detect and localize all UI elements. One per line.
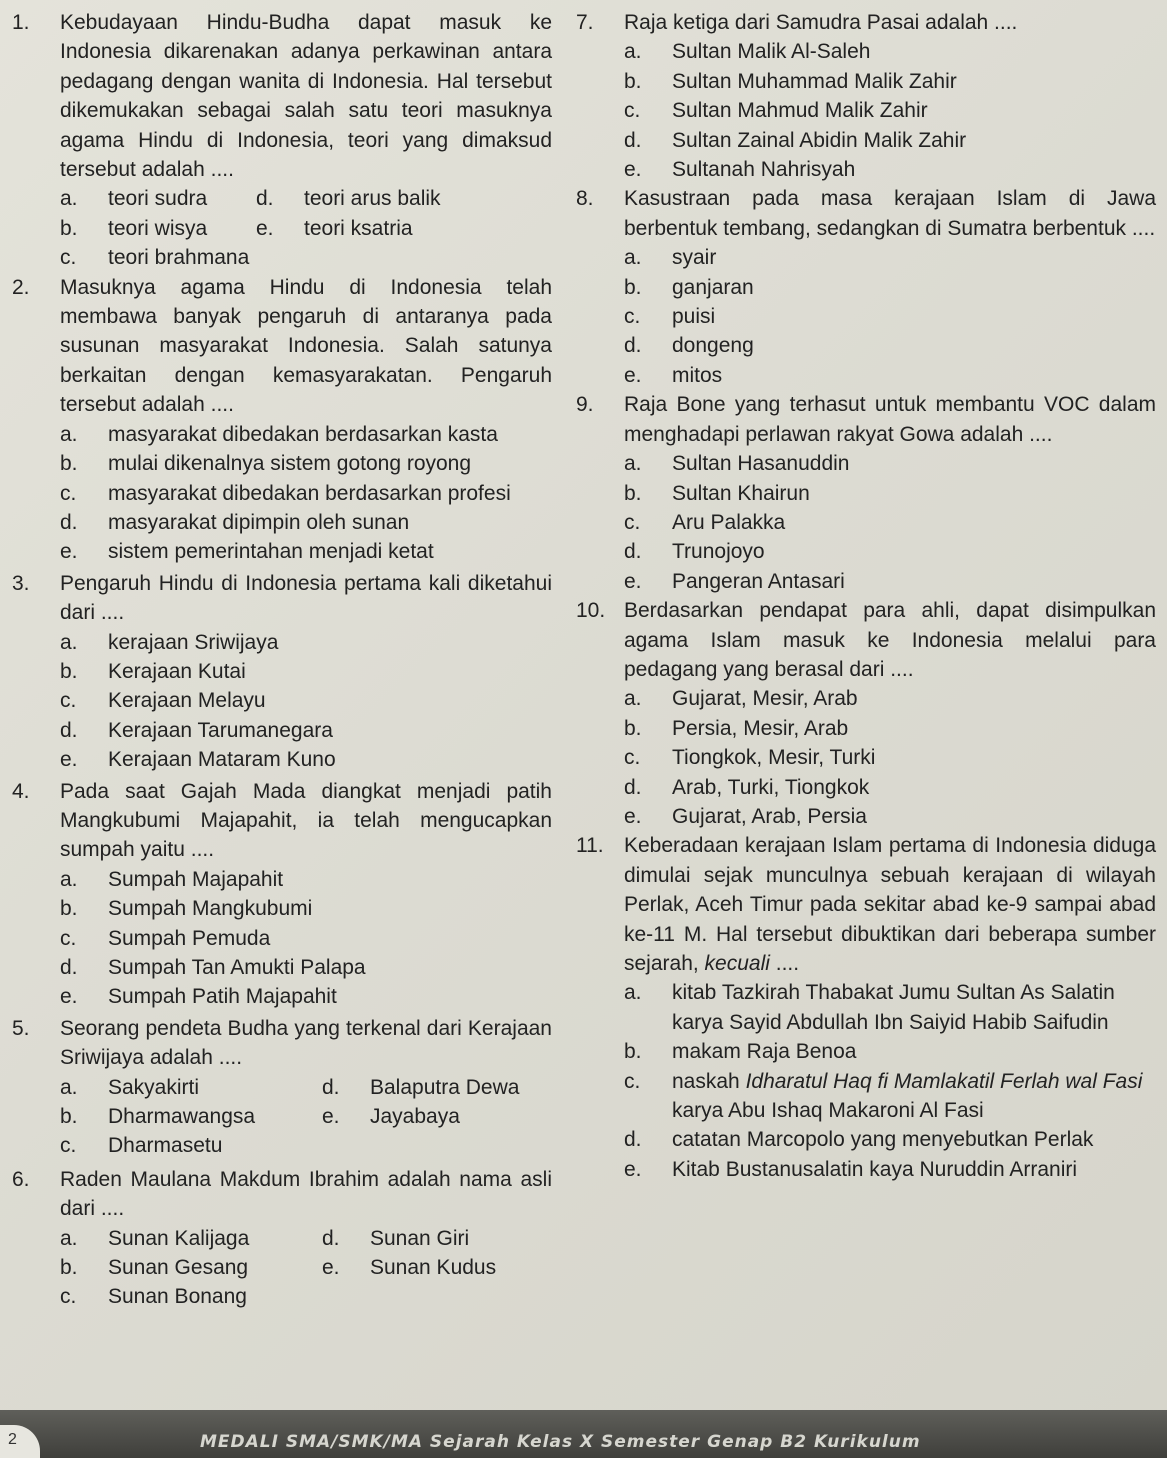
option-c: c. Sunan Bonang [60, 1285, 247, 1309]
option-c: c. teori brahmana [60, 246, 250, 270]
question-4 [12, 777, 552, 1012]
option-b: b. Sunan Gesang [60, 1256, 249, 1280]
option-a: a. masyarakat dibedakan berdasarkan kasta [60, 422, 498, 446]
question-number: 10. [576, 599, 606, 623]
question-number: 4. [12, 779, 30, 803]
option-d: d. dongeng [624, 334, 754, 358]
option-e: e. Sultanah Nahrisyah [624, 158, 856, 182]
question-number: 5. [12, 1016, 30, 1040]
option-e: e. mitos [624, 363, 723, 387]
option-a: a. Sunan Kalijaga [60, 1226, 250, 1250]
option-d: d. teori arus balik [256, 187, 441, 211]
option-a: a. Sakyakirti [60, 1075, 200, 1099]
question-5 [12, 1014, 552, 1161]
question-text: Raja ketiga dari Samudra Pasai adalah .... [624, 11, 1018, 34]
option-e: e. sistem pemerintahan menjadi ketat [60, 540, 434, 564]
option-b: b. Sumpah Mangkubumi [60, 897, 313, 921]
option-e: e. Jayabaya [322, 1105, 460, 1129]
question-3 [12, 569, 552, 775]
option-d: d. Kerajaan Tarumanegara [60, 718, 333, 742]
question-text: Seorang pendeta Budha yang terkenal dari Kerajaan Sriwijaya adalah .... [60, 1016, 552, 1070]
option-c: c. naskah Idharatul Haq fi Mamlakatil Ferlah wal Fasi karya Abu Ishaq Makaroni Al Fasi [624, 1069, 1143, 1123]
question-text: Raden Maulana Makdum Ibrahim adalah nama asli dari .... [60, 1167, 552, 1221]
option-b: b. Sultan Muhammad Malik Zahir [624, 69, 957, 93]
option-a: a. kitab Tazkirah Thabakat Jumu Sultan As Salatin karya Sayid Abdullah Ibn Saiyid Habib Saifudin [624, 981, 1115, 1034]
option-c: c. masyarakat dibedakan berdasarkan profesi [60, 481, 511, 505]
option-e: e. Pangeran Antasari [624, 569, 845, 593]
question-text: Kebudayaan Hindu-Budha dapat masuk ke Indonesia dikarenakan adanya perkawinan antara pedagang dengan wanita di Indonesia. Hal tersebut dikemukakan sebagai salah satu teori masuknya agama Hindu di Indonesia, teori yang dimaksud tersebut adalah .... [60, 11, 552, 182]
question-2 [12, 273, 552, 567]
question-text: Masuknya agama Hindu di Indonesia telah membawa banyak pengaruh di antaranya pada susunan masyarakat Indonesia. Salah satunya berkaitan dengan kemasyarakatan. Pengaruh tersebut adalah .... [60, 275, 552, 417]
option-a: a. Gujarat, Mesir, Arab [624, 687, 858, 711]
question-text: Pada saat Gajah Mada diangkat menjadi patih Mangkubumi Majapahit, ia telah mengucapkan sumpah yaitu .... [60, 779, 552, 862]
question-number: 1. [12, 11, 30, 34]
option-a: a. kerajaan Sriwijaya [60, 630, 279, 654]
option-e: e. teori ksatria [256, 216, 413, 240]
left-column [12, 8, 552, 1312]
option-e: e. Sunan Kudus [322, 1256, 497, 1280]
question-number: 9. [576, 393, 594, 417]
question-number: 3. [12, 571, 30, 595]
option-e: e. Sumpah Patih Majapahit [60, 985, 337, 1009]
question-6 [12, 1165, 552, 1312]
option-a: a. Sultan Hasanuddin [624, 452, 850, 476]
option-c: c. Kerajaan Melayu [60, 689, 266, 713]
option-d: d. catatan Marcopolo yang menyebutkan Perlak [624, 1128, 1094, 1152]
option-d: d. masyarakat dipimpin oleh sunan [60, 510, 410, 534]
question-text: Kasustraan pada masa kerajaan Islam di Jawa berbentuk tembang, sedangkan di Sumatra berbentuk .... [624, 187, 1156, 240]
option-b: b. Dharmawangsa [60, 1105, 256, 1129]
option-d: d. Balaputra Dewa [322, 1075, 520, 1099]
option-c: c. Dharmasetu [60, 1134, 223, 1158]
option-b: b. Sultan Khairun [624, 481, 810, 505]
option-a: a. Sultan Malik Al-Saleh [624, 40, 871, 64]
option-b: b. Persia, Mesir, Arab [624, 716, 849, 740]
question-11 [576, 831, 1156, 1184]
question-text: Keberadaan kerajaan Islam pertama di Indonesia diduga dimulai sejak munculnya sebuah kerajaan di wilayah Perlak, Aceh Timur pada sekitar abad ke-9 sampai abad ke-11 M. Hal tersebut dibuktikan dari beberapa sumber sejarah, kecuali .... [624, 834, 1156, 975]
option-d: d. Sultan Zainal Abidin Malik Zahir [624, 128, 967, 152]
option-d: d. Sunan Giri [322, 1226, 470, 1250]
footer-title: MEDALI SMA/SMK/MA Sejarah Kelas X Semester Genap B2 Kurikulum [200, 1432, 921, 1452]
question-number: 7. [576, 11, 594, 34]
option-a: a. Sumpah Majapahit [60, 867, 284, 891]
question-10 [576, 596, 1156, 831]
option-a: a. syair [624, 246, 717, 270]
option-e: e. Gujarat, Arab, Persia [624, 804, 867, 828]
option-a: a. teori sudra [60, 187, 208, 211]
option-c: c. Aru Palakka [624, 510, 786, 534]
question-number: 8. [576, 187, 594, 211]
option-e: e. Kitab Bustanusalatin kaya Nuruddin Arraniri [624, 1157, 1078, 1181]
question-1 [12, 8, 552, 273]
question-text: Pengaruh Hindu di Indonesia pertama kali diketahui dari .... [60, 571, 552, 625]
question-9 [576, 390, 1156, 596]
option-b: b. ganjaran [624, 275, 754, 299]
footer-bar [0, 1410, 1167, 1458]
option-d: d. Trunojoyo [624, 540, 765, 564]
option-c: c. Sumpah Pemuda [60, 926, 271, 950]
option-c: c. Tiongkok, Mesir, Turki [624, 746, 876, 770]
option-b: b. mulai dikenalnya sistem gotong royong [60, 452, 472, 476]
page-number: 2 [8, 1431, 17, 1448]
option-e: e. Kerajaan Mataram Kuno [60, 748, 336, 772]
option-c: c. puisi [624, 305, 716, 329]
question-8 [576, 184, 1156, 390]
question-text: Raja Bone yang terhasut untuk membantu VOC dalam menghadapi perlawan rakyat Gowa adalah .... [624, 393, 1156, 446]
question-number: 11. [576, 834, 604, 858]
option-d: d. Arab, Turki, Tiongkok [624, 775, 870, 799]
question-text: Berdasarkan pendapat para ahli, dapat disimpulkan agama Islam masuk ke Indonesia melalui para pedagang yang berasal dari .... [624, 599, 1156, 681]
option-d: d. Sumpah Tan Amukti Palapa [60, 956, 366, 979]
question-7 [576, 8, 1156, 184]
question-number: 6. [12, 1167, 30, 1191]
option-b: b. teori wisya [60, 216, 208, 240]
question-number: 2. [12, 275, 30, 299]
option-c: c. Sultan Mahmud Malik Zahir [624, 99, 928, 123]
option-b: b. makam Raja Benoa [624, 1040, 857, 1064]
right-column [576, 8, 1156, 1184]
option-b: b. Kerajaan Kutai [60, 659, 246, 683]
